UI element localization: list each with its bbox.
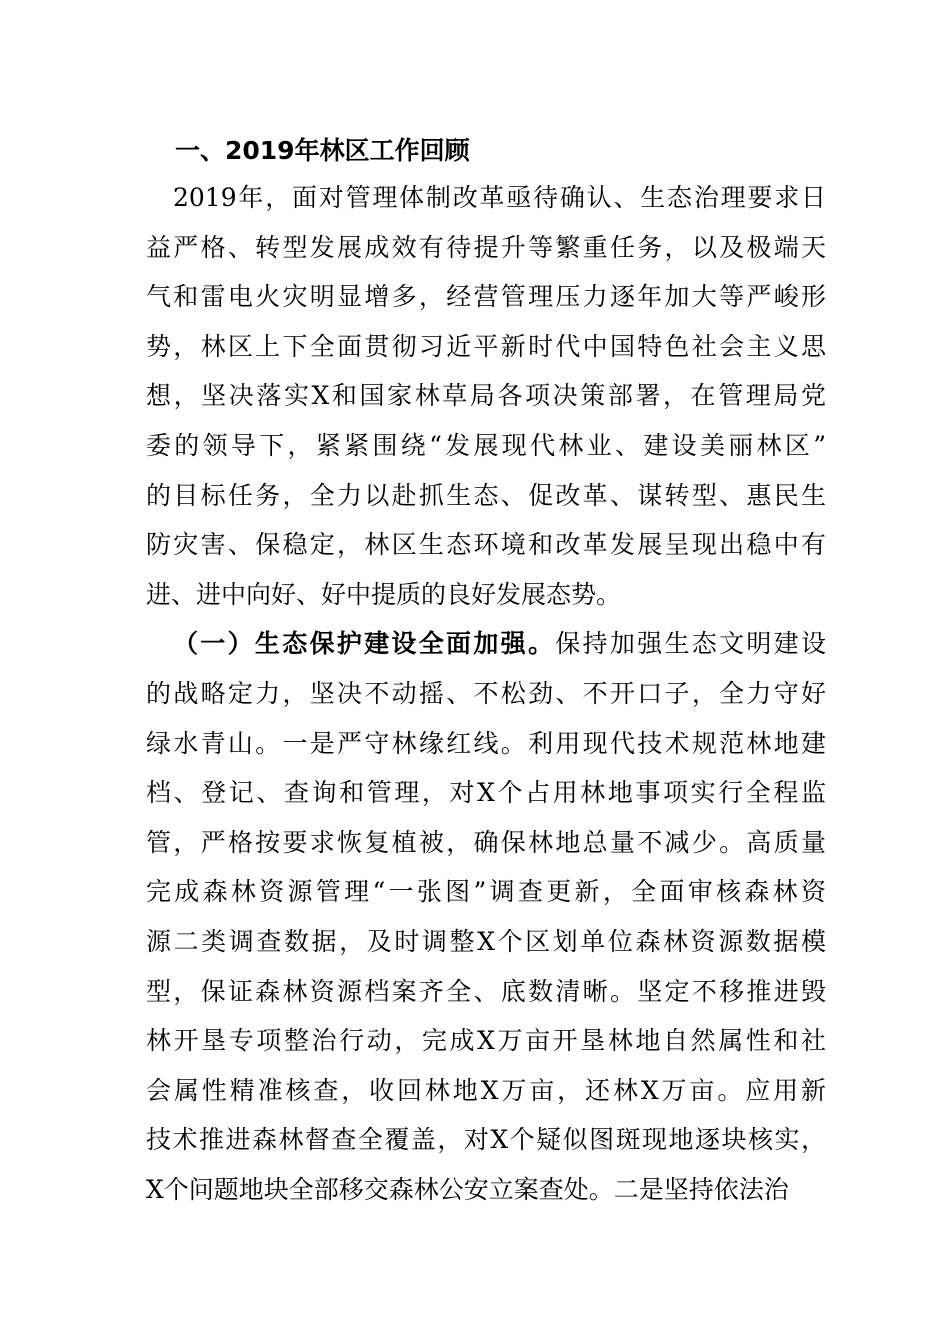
paragraph-line: 气和雷电火灾明显增多，经营管理压力逐年加大等严峻形 xyxy=(146,282,826,312)
paragraph-line: 完成森林资源管理“一张图”调查更新，全面审核森林资 xyxy=(146,877,826,907)
paragraph-line: 林开垦专项整治行动，完成X万亩开垦林地自然属性和社 xyxy=(146,1026,826,1056)
paragraph-line: 源二类调查数据，及时调整X个区划单位森林资源数据模 xyxy=(146,926,826,956)
paragraph-line: 的战略定力，坚决不动摇、不松劲、不开口子，全力守好 xyxy=(146,678,826,708)
paragraph-line: 的目标任务，全力以赴抓生态、促改革、谋转型、惠民生 xyxy=(146,480,826,510)
paragraph-line: 委的领导下，紧紧围绕“发展现代林业、建设美丽林区” xyxy=(146,430,826,460)
section-heading: 一、2019年林区工作回顾 xyxy=(175,136,470,165)
paragraph-text: 保持加强生态文明建设 xyxy=(555,629,826,659)
paragraph-line: 会属性精准核查，收回林地X万亩，还林X万亩。应用新 xyxy=(146,1075,826,1105)
paragraph-line xyxy=(146,619,826,669)
paragraph-line: 档、登记、查询和管理，对X个占用林地事项实行全程监 xyxy=(146,778,826,808)
paragraph-line: 绿水青山。一是严守林缘红线。利用现代技术规范林地建 xyxy=(146,728,826,758)
paragraph-line: 防灾害、保稳定，林区生态环境和改革发展呈现出稳中有 xyxy=(146,530,826,560)
paragraph-line: 型，保证森林资源档案齐全、底数清晰。坚定不移推进毁 xyxy=(146,976,826,1006)
paragraph-line: 2019年，面对管理体制改革亟待确认、生态治理要求日 xyxy=(173,183,826,212)
paragraph-line: 技术推进森林督查全覆盖，对X个疑似图斑现地逐块核实， xyxy=(146,1125,826,1155)
paragraph-line: 势，林区上下全面贯彻习近平新时代中国特色社会主义思 xyxy=(146,331,826,361)
document-body xyxy=(146,173,826,1214)
subsection-heading: （一）生态保护建设全面加强。 xyxy=(173,629,556,659)
paragraph-line: 想，坚决落实X和国家林草局各项决策部署，在管理局党 xyxy=(146,381,826,411)
paragraph-line: 益严格、转型发展成效有待提升等繁重任务，以及极端天 xyxy=(146,232,826,262)
paragraph-line: 管，严格按要求恢复植被，确保林地总量不减少。高质量 xyxy=(146,827,826,857)
paragraph-line: X个问题地块全部移交森林公安立案查处。二是坚持依法治 xyxy=(146,1174,789,1204)
paragraph-line: 进、进中向好、好中提质的良好发展态势。 xyxy=(146,579,622,609)
